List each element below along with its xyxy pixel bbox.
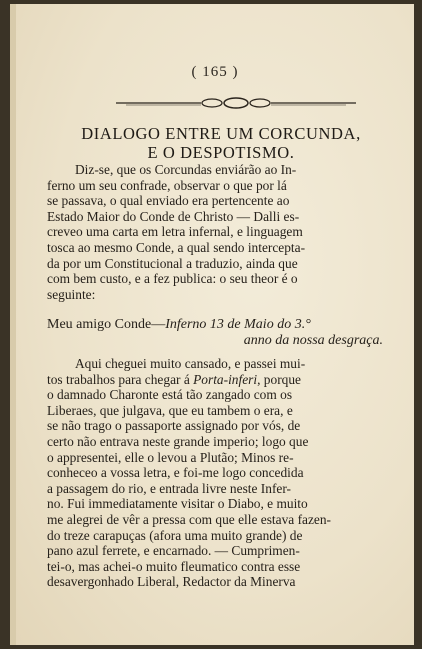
italic-text: Porta-inferi bbox=[193, 371, 258, 387]
text-segment: Liberaes, que julgava, que eu tambem o era, e bbox=[47, 402, 293, 418]
text-line bbox=[47, 465, 383, 481]
text-line bbox=[47, 387, 383, 403]
text-line: Diz-se, que os Corcundas enviárão ao In- bbox=[75, 162, 297, 177]
intro-paragraph bbox=[47, 162, 383, 302]
text-line bbox=[47, 496, 383, 512]
text-segment: certo não entrava neste grande imperio; logo que bbox=[47, 433, 309, 449]
text-line bbox=[47, 528, 383, 544]
text-line bbox=[47, 356, 383, 372]
text-segment: pano azul ferrete, e encarnado. — Cumprimen- bbox=[47, 543, 300, 559]
text-line bbox=[47, 418, 383, 434]
text-segment: tei-o, mas achei-o muito fleumatico contra esse bbox=[47, 558, 301, 574]
text-segment: desavergonhado Liberal, Redactor da Minerva bbox=[47, 574, 296, 590]
text-line bbox=[47, 481, 383, 497]
text-line bbox=[47, 450, 383, 466]
page-number: ( 165 ) bbox=[191, 64, 239, 80]
book-page bbox=[10, 4, 414, 645]
text-line bbox=[47, 559, 383, 575]
text-segment: a passagem do rio, e entrada livre neste Infer- bbox=[47, 480, 291, 496]
text-segment: tos trabalhos para chegar á bbox=[47, 371, 194, 387]
text-segment: conheceo a vossa letra, e foi-me logo concedida bbox=[47, 465, 304, 481]
text-line: da por um Constitucional a traduzio, ainda que bbox=[47, 255, 298, 271]
salutation-era: anno da nossa desgraça. bbox=[243, 332, 383, 348]
text-segment: no. Fui immediatamente visitar o Diabo, e muito bbox=[47, 496, 308, 512]
text-segment: o damnado Charonte está tão zangado com os bbox=[47, 387, 293, 403]
text-line: creveo uma carta em letra infernal, e linguagem bbox=[47, 224, 303, 240]
text-line bbox=[47, 403, 383, 419]
text-line: Estado Maior do Conde de Christo — Dalli es- bbox=[47, 208, 300, 224]
text-line bbox=[47, 543, 383, 559]
text-line bbox=[47, 574, 383, 590]
salutation-prefix: Meu amigo Conde— bbox=[47, 317, 166, 332]
letter-salutation bbox=[47, 317, 383, 348]
letter-body-paragraph bbox=[47, 356, 383, 590]
text-segment: do treze carapuças (afora uma muito grande) de bbox=[47, 527, 303, 543]
text-line: com bem custo, e a fez publica: o seu theor é o bbox=[47, 271, 298, 287]
text-line: tosca ao mesmo Conde, a qual sendo intercepta- bbox=[47, 239, 306, 255]
dialogue-title bbox=[46, 124, 396, 162]
title-line-2: E O DESPOTISMO. bbox=[147, 143, 295, 162]
text-segment: o appresentei, elle o levou a Plutão; Minos re- bbox=[47, 449, 294, 465]
text-line bbox=[47, 434, 383, 450]
text-segment: se não trago o passaporte assignado por vós, de bbox=[47, 418, 301, 434]
text-segment: me alegrei de vêr a pressa com que elle estava fazen- bbox=[47, 511, 332, 527]
text-line bbox=[47, 512, 383, 528]
text-segment: , porque bbox=[257, 371, 301, 387]
ornamental-rule-icon bbox=[116, 96, 356, 110]
text-line: seguinte: bbox=[47, 286, 96, 302]
title-line-1: DIALOGO ENTRE UM CORCUNDA, bbox=[81, 124, 361, 143]
text-line: ferno um seu confrade, observar o que por lá bbox=[47, 177, 287, 193]
text-line: se passava, o qual enviado era pertencente ao bbox=[47, 193, 290, 209]
text-line bbox=[47, 372, 383, 388]
salutation-place-date: Inferno 13 de Maio do 3.° bbox=[165, 317, 311, 332]
text-segment: Aqui cheguei muito cansado, e passei mui- bbox=[75, 356, 306, 371]
